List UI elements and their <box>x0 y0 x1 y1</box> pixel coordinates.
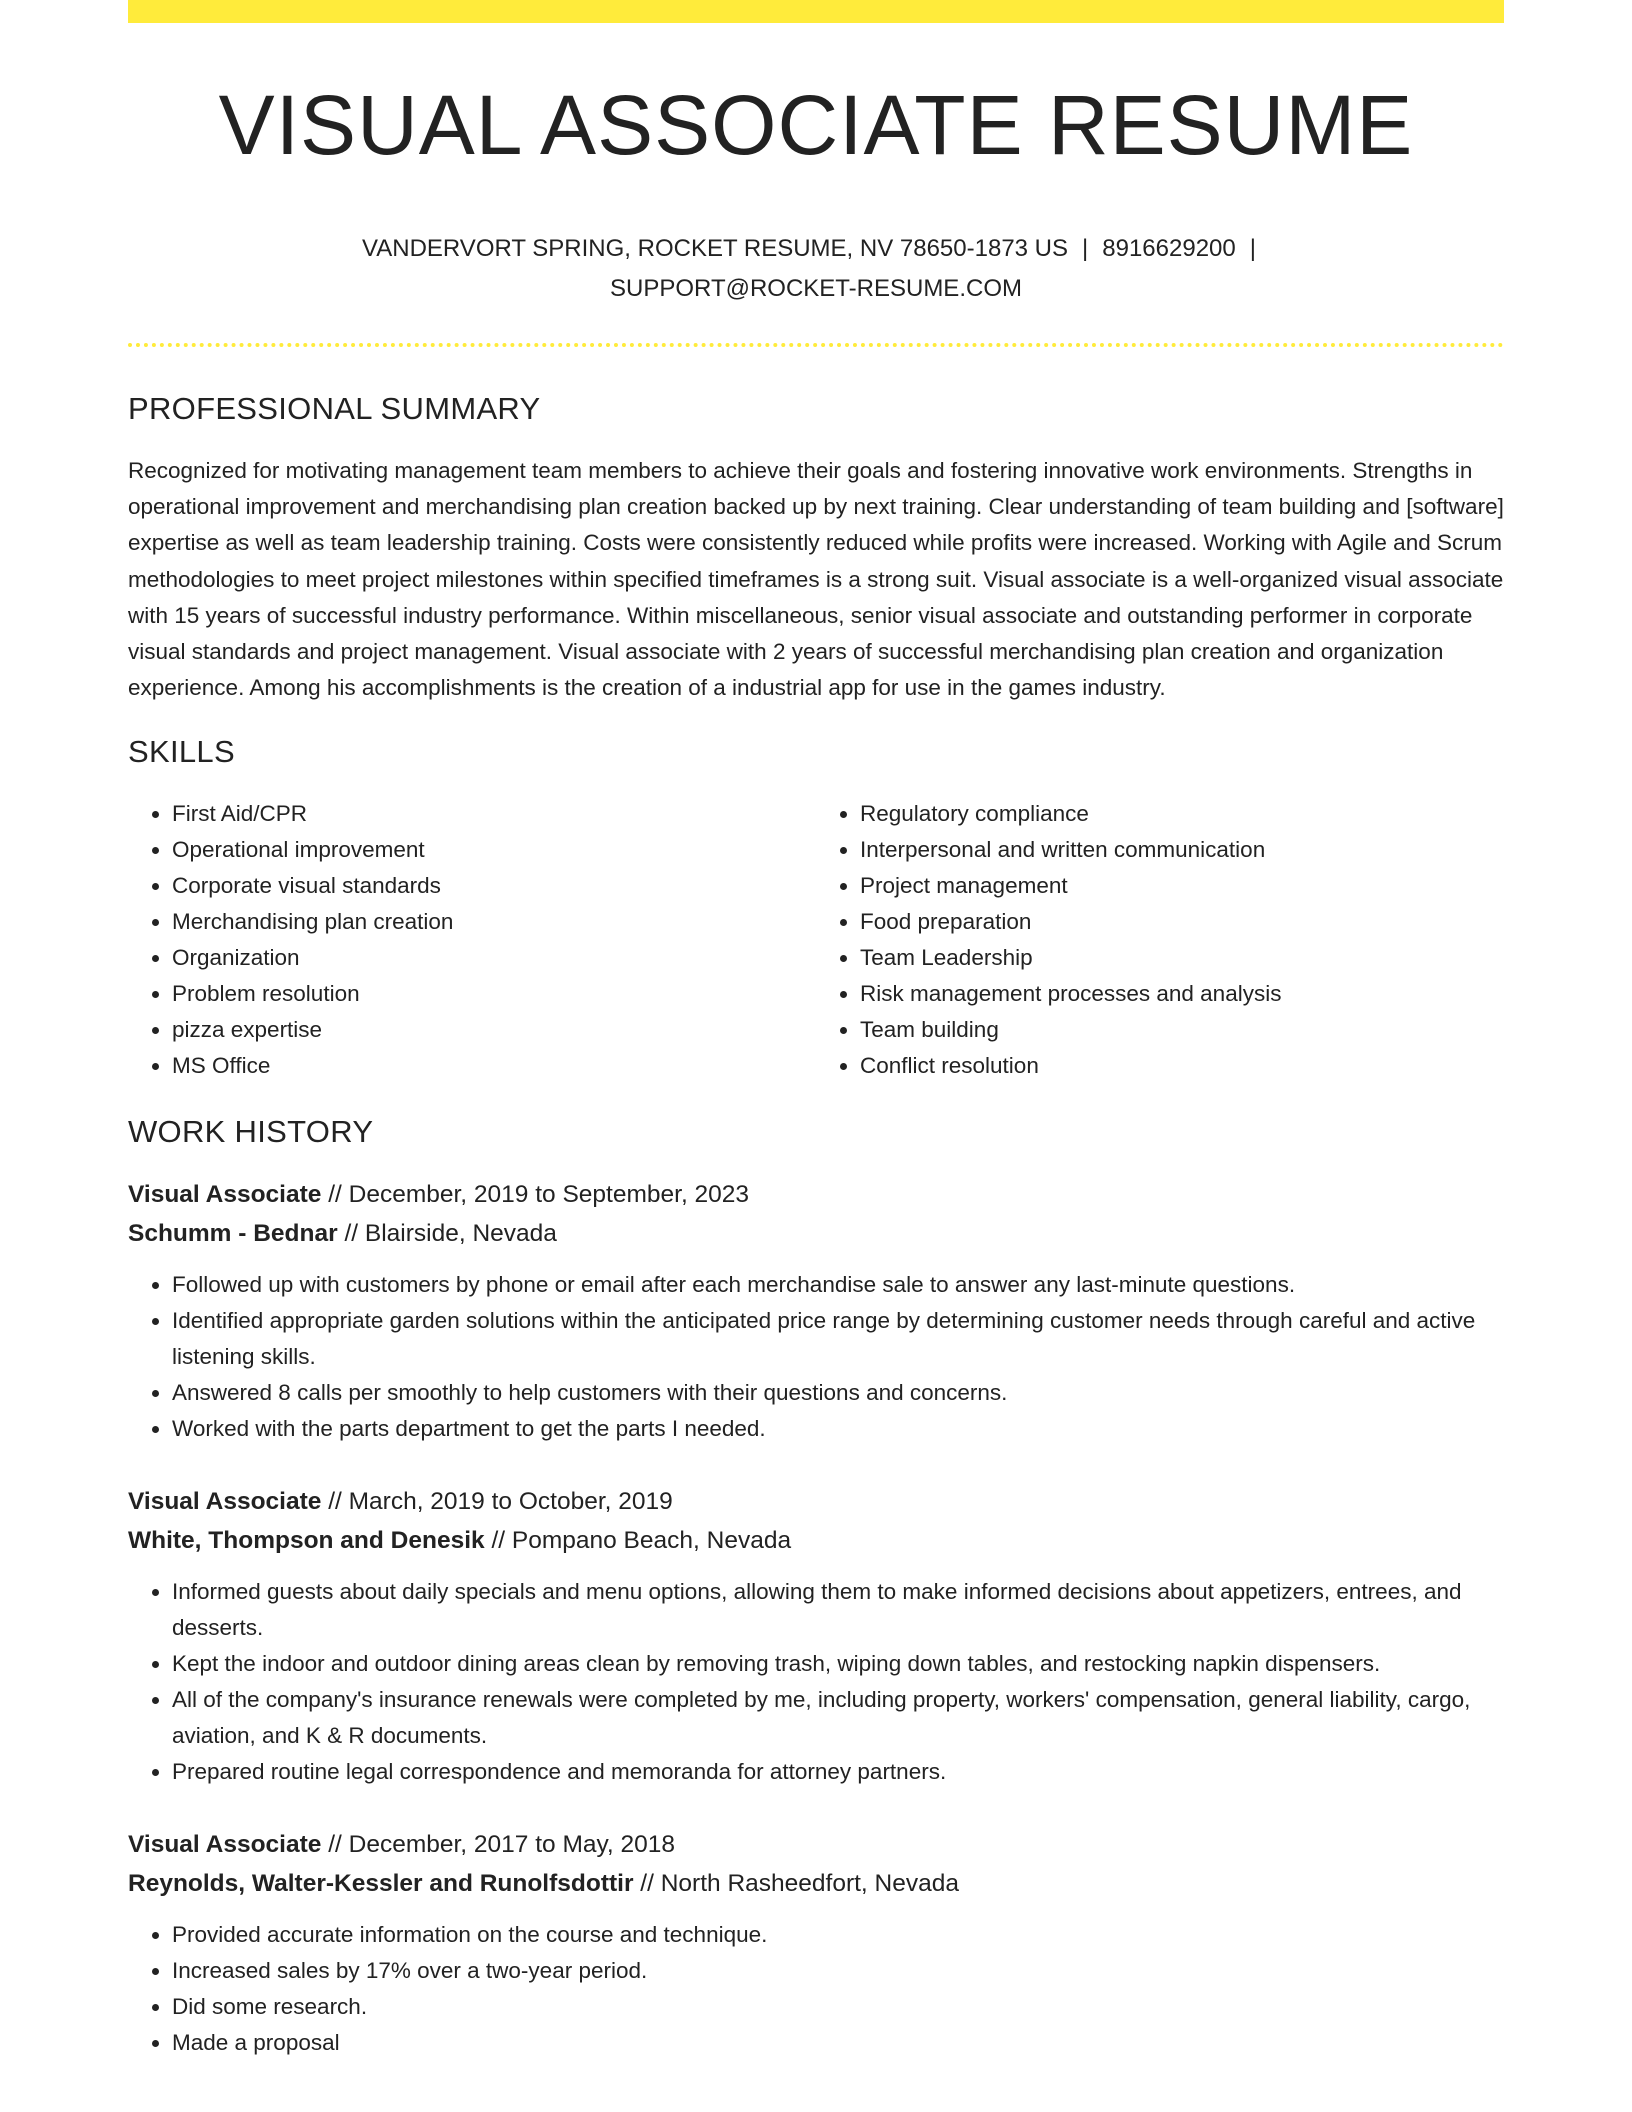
job-bullet: • Followed up with customers by phone or email after each merchandise sale to answer any last-minute questions. <box>172 1267 1504 1303</box>
job-title: Visual Associate <box>128 1831 322 1859</box>
job-company-line <box>128 1522 1504 1561</box>
job-title-line <box>128 1826 1504 1865</box>
skill-item: • First Aid/CPR <box>172 796 816 832</box>
skill-item: • Team building <box>860 1012 1504 1048</box>
summary-text: Recognized for motivating management team members to achieve their goals and fostering innovative work environments. Strengths in operational improvement and merchandising plan creation backed up by next training. Clear understanding of team building and [software] expertise as well as team leadership training. Costs were consistently reduced while profits were increased. Working with Agile and Scrum methodologies to meet project milestones within specified timeframes is a strong suit. Visual associate is a well-organized visual associate with 15 years of successful industry performance. Within miscellaneous, senior visual associate and outstanding performer in corporate visual standards and project management. Visual associate with 2 years of successful merchandising plan creation and organization experience. Among his accomplishments is the creation of a industrial app for use in the games industry. <box>128 458 1504 701</box>
job-bullets <box>128 1917 1504 2061</box>
resume-title: VISUAL ASSOCIATE RESUME <box>218 78 1414 172</box>
section-title-skills: SKILLS <box>128 734 235 770</box>
contact-separator: | <box>1082 235 1089 262</box>
job-entry <box>128 1176 1504 1447</box>
skill-item: • pizza expertise <box>172 1012 816 1048</box>
job-location: Blairside, Nevada <box>364 1219 557 1247</box>
phone: 8916629200 <box>1102 235 1236 262</box>
job-company: White, Thompson and Denesik <box>128 1526 485 1554</box>
job-bullet: • Worked with the parts department to get the parts I needed. <box>172 1411 1504 1447</box>
job-bullet: • Increased sales by 17% over a two-year period. <box>172 1953 1504 1989</box>
job-entry <box>128 1826 1504 2061</box>
job-dates: March, 2019 to October, 2019 <box>348 1488 673 1516</box>
job-separator: // <box>321 1488 349 1516</box>
skill-item: • Regulatory compliance <box>860 796 1504 832</box>
skill-item: • Corporate visual standards <box>172 868 816 904</box>
skill-item: • MS Office <box>172 1048 816 1084</box>
skill-item: • Interpersonal and written communication <box>860 832 1504 868</box>
job-title: Visual Associate <box>128 1181 322 1209</box>
section-title-summary: PROFESSIONAL SUMMARY <box>128 391 541 426</box>
skill-item: • Problem resolution <box>172 976 816 1012</box>
job-company-line <box>128 1215 1504 1254</box>
job-bullets <box>128 1574 1504 1790</box>
job-company: Reynolds, Walter-Kessler and Runolfsdottir <box>128 1869 634 1897</box>
job-entry <box>128 1483 1504 1790</box>
skills-column-left <box>128 796 816 1084</box>
job-separator: // <box>321 1181 349 1209</box>
job-separator: // <box>633 1869 661 1897</box>
job-bullet: • Provided accurate information on the course and technique. <box>172 1917 1504 1953</box>
skill-item: • Team Leadership <box>860 940 1504 976</box>
contact-info <box>128 229 1504 309</box>
job-separator: // <box>484 1526 512 1554</box>
contact-separator: | <box>1249 235 1256 262</box>
job-bullet: • All of the company's insurance renewals were completed by me, including property, workers' compensation, general liability, cargo, aviation, and K & R documents. <box>172 1682 1504 1754</box>
job-title-line <box>128 1176 1504 1215</box>
job-dates: December, 2019 to September, 2023 <box>348 1181 750 1209</box>
job-dates: December, 2017 to May, 2018 <box>348 1831 676 1859</box>
job-company: Schumm - Bednar <box>128 1219 338 1247</box>
job-location: Pompano Beach, Nevada <box>511 1526 792 1554</box>
skill-item: • Food preparation <box>860 904 1504 940</box>
address: VANDERVORT SPRING, ROCKET RESUME, NV 78650-1873 US <box>362 235 1069 262</box>
job-title-line <box>128 1483 1504 1522</box>
job-bullet: • Kept the indoor and outdoor dining areas clean by removing trash, wiping down tables, and restocking napkin dispensers. <box>172 1646 1504 1682</box>
job-title: Visual Associate <box>128 1488 322 1516</box>
accent-top-bar <box>128 0 1504 23</box>
skill-item: • Operational improvement <box>172 832 816 868</box>
resume-page <box>128 0 1504 2061</box>
skill-item: • Conflict resolution <box>860 1048 1504 1084</box>
email: SUPPORT@ROCKET-RESUME.COM <box>610 275 1022 302</box>
job-bullet: • Informed guests about daily specials and menu options, allowing them to make informed decisions about appetizers, entrees, and desserts. <box>172 1574 1504 1646</box>
section-title-work-history: WORK HISTORY <box>128 1114 374 1150</box>
job-bullet: • Identified appropriate garden solutions within the anticipated price range by determining customer needs through careful and active listening skills. <box>172 1303 1504 1375</box>
dotted-divider <box>128 343 1504 347</box>
job-bullet: • Answered 8 calls per smoothly to help customers with their questions and concerns. <box>172 1375 1504 1411</box>
skill-item: • Organization <box>172 940 816 976</box>
job-bullet: • Did some research. <box>172 1989 1504 2025</box>
job-location: North Rasheedfort, Nevada <box>660 1869 959 1897</box>
job-bullets <box>128 1267 1504 1447</box>
skill-item: • Project management <box>860 868 1504 904</box>
job-separator: // <box>337 1219 365 1247</box>
skills-list <box>128 796 1504 1084</box>
job-bullet: • Made a proposal <box>172 2025 1504 2061</box>
skills-column-right <box>816 796 1504 1084</box>
job-separator: // <box>321 1831 349 1859</box>
skill-item: • Risk management processes and analysis <box>860 976 1504 1012</box>
job-bullet: • Prepared routine legal correspondence and memoranda for attorney partners. <box>172 1754 1504 1790</box>
job-company-line <box>128 1865 1504 1904</box>
skill-item: • Merchandising plan creation <box>172 904 816 940</box>
